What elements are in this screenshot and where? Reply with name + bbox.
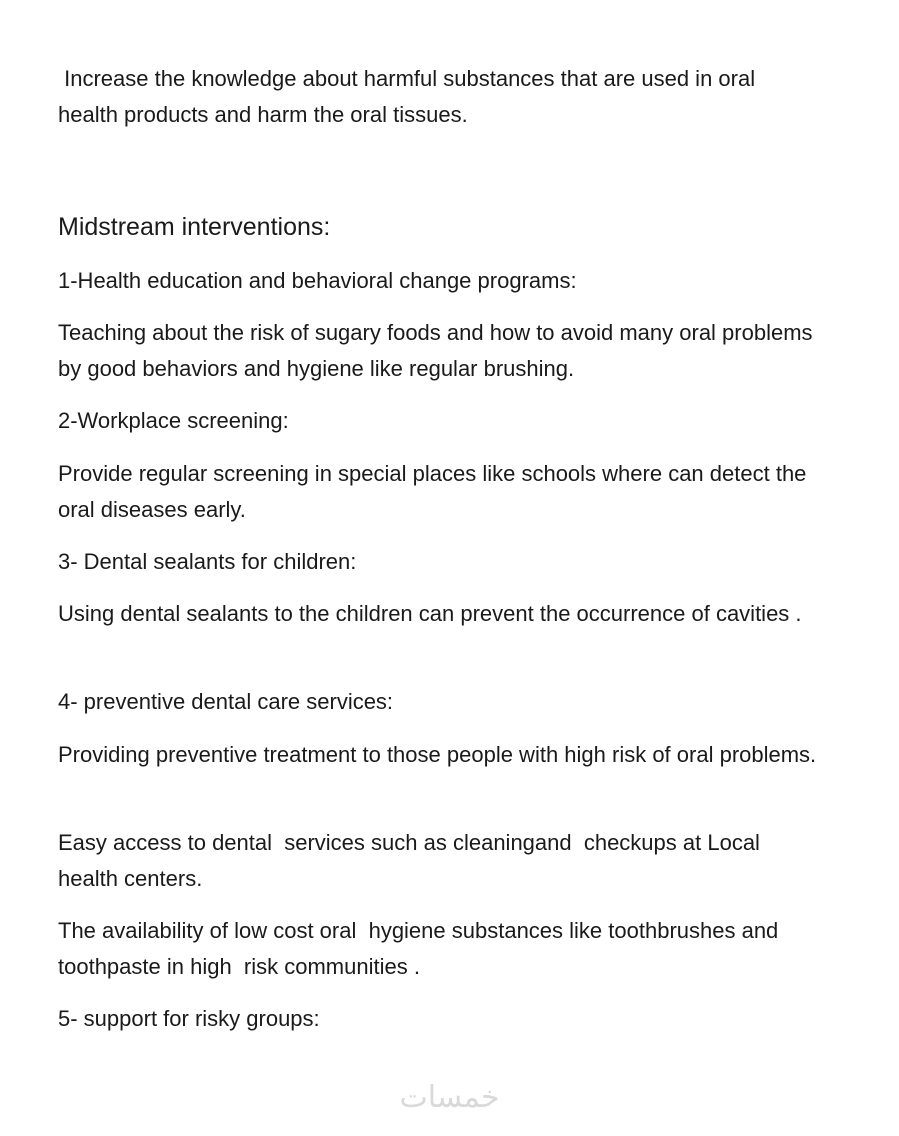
item2-body: Provide regular screening in special places like schools where can detect the oral diseases early. <box>58 461 813 522</box>
item5-title: 5- support for risky groups: <box>58 1006 320 1031</box>
item4-title: 4- preventive dental care services: <box>58 689 394 714</box>
item3-body: Using dental sealants to the children can prevent the occurrence of cavities . <box>58 601 802 626</box>
item1-title: 1-Health education and behavioral change programs: <box>58 268 577 293</box>
item4-body-2: Easy access to dental services such as cleaningand checkups at Local health centers. <box>58 830 767 891</box>
item3-title: 3- Dental sealants for children: <box>58 549 357 574</box>
section-heading: Midstream interventions: <box>58 213 331 241</box>
item2-title: 2-Workplace screening: <box>58 408 289 433</box>
item4-body-1: Providing preventive treatment to those people with high risk of oral problems. <box>58 742 817 767</box>
watermark-logo: خمسات <box>399 1080 500 1115</box>
item4-body-3: The availability of low cost oral hygiene substances like toothbrushes and toothpaste in high risk communities . <box>58 918 785 979</box>
intro-paragraph: Increase the knowledge about harmful substances that are used in oral health products and harm the oral tissues. <box>58 66 762 127</box>
item1-body: Teaching about the risk of sugary foods and how to avoid many oral problems by good behaviors and hygiene like regular brushing. <box>58 320 819 381</box>
